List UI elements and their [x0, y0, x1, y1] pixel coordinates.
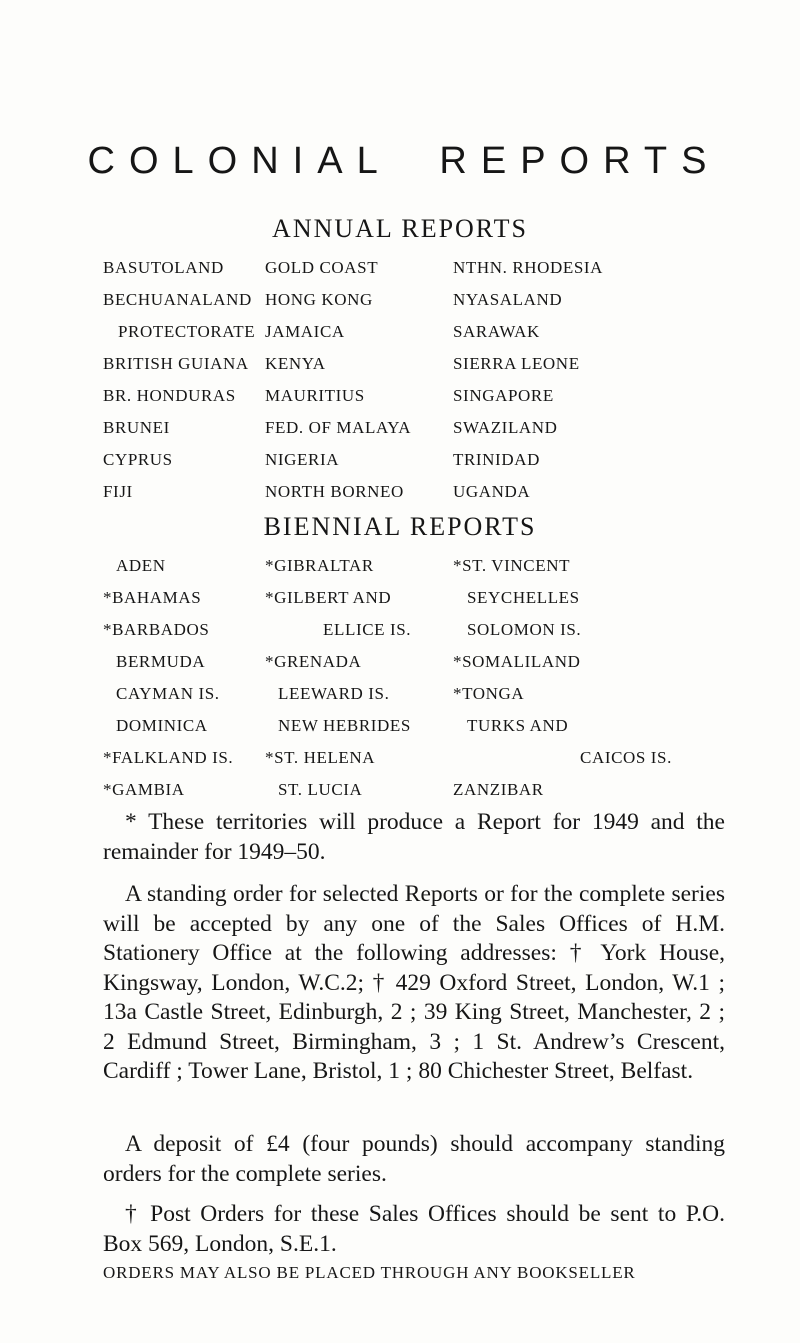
- biennial-col1-item: *BAHAMAS: [103, 588, 202, 607]
- annual-col1-item: CYPRUS: [103, 450, 173, 469]
- annual-col1-item: FIJI: [103, 482, 133, 501]
- biennial-reports-heading: BIENNIAL REPORTS: [263, 512, 537, 541]
- deposit-paragraph: [103, 1130, 725, 1189]
- annual-col1-item: BASUTOLAND: [103, 258, 224, 277]
- biennial-col1-item: ADEN: [116, 556, 166, 575]
- annual-col2-item: FED. OF MALAYA: [265, 418, 412, 437]
- annual-col3-item: SWAZILAND: [453, 418, 558, 437]
- annual-col3-item: NYASALAND: [453, 290, 563, 309]
- biennial-col3-item: *TONGA: [453, 684, 525, 703]
- biennial-col1-item: CAYMAN IS.: [116, 684, 220, 703]
- biennial-col3-item: CAICOS IS.: [580, 748, 672, 767]
- footnote-asterisk: [103, 808, 725, 867]
- biennial-col3-item: *ST. VINCENT: [453, 556, 571, 575]
- biennial-col1-item: *BARBADOS: [103, 620, 210, 639]
- annual-col3-item: UGANDA: [453, 482, 531, 501]
- biennial-col2-item: ELLICE IS.: [323, 620, 412, 639]
- biennial-col2-item: LEEWARD IS.: [278, 684, 390, 703]
- annual-col2-item: NIGERIA: [265, 450, 340, 469]
- biennial-col3-item: SOLOMON IS.: [467, 620, 582, 639]
- annual-col3-item: TRINIDAD: [453, 450, 540, 469]
- post-orders-text: † Post Orders for these Sales Offices should be sent to P.O. Box 569, London, S.E.1.: [103, 1201, 725, 1257]
- annual-col2-item: JAMAICA: [265, 322, 345, 341]
- annual-col2-item: HONG KONG: [265, 290, 373, 309]
- deposit-text: A deposit of £4 (four pounds) should accompany standing orders for the complete series.: [103, 1131, 725, 1187]
- annual-col3-item: SIERRA LEONE: [453, 354, 580, 373]
- annual-col1-item: BECHUANALAND: [103, 290, 252, 309]
- biennial-col1-item: BERMUDA: [116, 652, 206, 671]
- footnote-text: * These territories will produce a Report for 1949 and the remainder for 1949–50.: [103, 809, 725, 865]
- biennial-col1-item: *GAMBIA: [103, 780, 185, 799]
- biennial-col2-item: ST. LUCIA: [278, 780, 363, 799]
- biennial-col3-item: TURKS AND: [467, 716, 569, 735]
- post-orders-paragraph: [103, 1200, 725, 1259]
- standing-order-paragraph: [103, 880, 725, 1087]
- standing-order-text: A standing order for selected Reports or for the complete series will be accepted by any one of the Sales Offices of H.M. Stationery Office at the following addresses: † York House, Kingsway, London, W.C.2; † 429 Oxford Street, London, W.1 ; 13a Castle Street, Edinburgh, 2 ; 39 King Street, Manchester, 2 ; 2 Edmund Street, Birmingham, 3 ; 1 St. Andrew’s Crescent, Cardiff ; Tower Lane, Bristol, 1 ; 80 Chichester Street, Belfast.: [103, 881, 725, 1084]
- annual-col2-item: KENYA: [265, 354, 326, 373]
- annual-col1-item: PROTECTORATE: [118, 322, 256, 341]
- biennial-col1-item: DOMINICA: [116, 716, 208, 735]
- annual-col1-item: BRITISH GUIANA: [103, 354, 249, 373]
- biennial-col3-item: ZANZIBAR: [453, 780, 544, 799]
- biennial-col3-item: SEYCHELLES: [467, 588, 580, 607]
- annual-col2-item: MAURITIUS: [265, 386, 365, 405]
- biennial-col2-item: *GIBRALTAR: [265, 556, 374, 575]
- page-title: COLONIAL REPORTS: [87, 140, 721, 182]
- biennial-col2-item: *ST. HELENA: [265, 748, 376, 767]
- annual-col3-item: NTHN. RHODESIA: [453, 258, 604, 277]
- biennial-col2-item: NEW HEBRIDES: [278, 716, 411, 735]
- biennial-col2-item: *GRENADA: [265, 652, 362, 671]
- annual-col3-item: SINGAPORE: [453, 386, 554, 405]
- annual-col2-item: NORTH BORNEO: [265, 482, 404, 501]
- bookseller-note: ORDERS MAY ALSO BE PLACED THROUGH ANY BOOKSELLER: [103, 1263, 636, 1282]
- annual-col1-item: BRUNEI: [103, 418, 170, 437]
- biennial-col1-item: *FALKLAND IS.: [103, 748, 234, 767]
- annual-col1-item: BR. HONDURAS: [103, 386, 236, 405]
- annual-col2-item: GOLD COAST: [265, 258, 379, 277]
- annual-reports-heading: ANNUAL REPORTS: [272, 214, 528, 243]
- biennial-col3-item: *SOMALILAND: [453, 652, 581, 671]
- biennial-col2-item: *GILBERT AND: [265, 588, 392, 607]
- annual-col3-item: SARAWAK: [453, 322, 540, 341]
